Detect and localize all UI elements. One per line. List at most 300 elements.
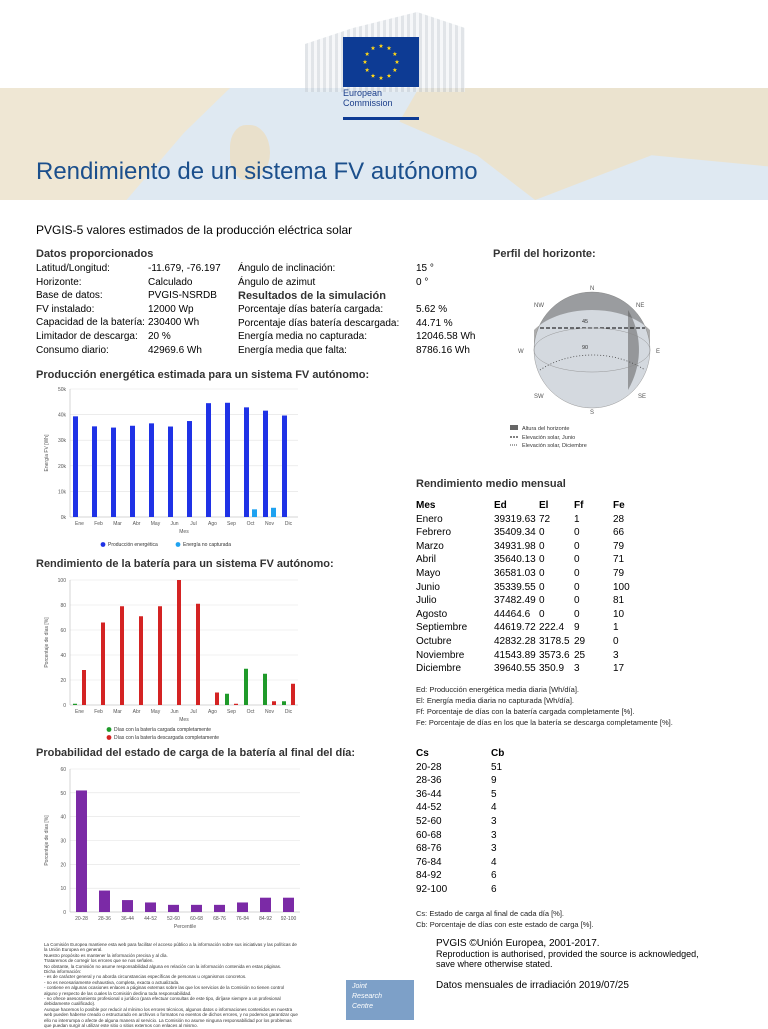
- charge-state-table: [416, 747, 531, 897]
- input-label: Capacidad de la batería:: [36, 317, 145, 329]
- bar-cb: [191, 905, 202, 912]
- note-ed: Ed: Producción energética media diaria [Wh/día].: [416, 685, 580, 694]
- disclaimer-line: - no ofrece asesoramiento profesional o jurídico (para efectuar consultas de este tipo, diríjase siempre a un profesional: [44, 996, 281, 1002]
- monthly-cell: 17: [613, 663, 625, 675]
- eu-star: [379, 44, 384, 48]
- bar-producción-energética: [168, 427, 173, 517]
- x-tick-label: Sep: [227, 709, 236, 715]
- result-label: Energía media no capturada:: [238, 331, 367, 343]
- x-tick-label: Sep: [227, 521, 236, 527]
- x-tick-label: Nov: [265, 709, 274, 715]
- disclaimer-line: - es de carácter general y no aborda circunstancias específicas de personas u organismos concretos.: [44, 974, 247, 980]
- x-tick-label: Ago: [208, 709, 217, 715]
- repro-line1: Reproduction is authorised, provided the source is acknowledged,: [436, 949, 699, 959]
- input-row: [36, 330, 221, 344]
- eu-star: [371, 73, 376, 77]
- y-tick-label: 80: [60, 603, 66, 609]
- result-value: 8786.16 Wh: [416, 344, 470, 356]
- monthly-row: [416, 635, 643, 649]
- page-title: Rendimiento de un sistema FV autónomo: [36, 158, 478, 185]
- result-row: [238, 303, 476, 317]
- y-tick-label: 50: [60, 790, 66, 797]
- monthly-cell: Enero: [416, 513, 443, 525]
- x-tick-label: 36-44: [121, 916, 134, 922]
- monthly-cell: 39640.55: [494, 663, 536, 675]
- inputs-heading: Datos proporcionados: [36, 248, 154, 260]
- y-tick-label: 100: [57, 578, 66, 584]
- bar-producción-energética: [149, 423, 154, 517]
- cs-cell: 92-100: [416, 883, 448, 895]
- copyright: PVGIS ©Unión Europea, 2001-2017.: [436, 938, 600, 949]
- bar-cb: [122, 900, 133, 912]
- cs-row: [416, 774, 531, 788]
- x-tick-label: Oct: [246, 521, 255, 527]
- x-tick-label: Jul: [190, 709, 197, 715]
- y-axis-label: Energía FV [Wh]: [44, 434, 50, 472]
- legend-label: Producción energética: [108, 542, 158, 548]
- result-value: 5.62 %: [416, 304, 448, 315]
- eu-star: [365, 52, 370, 56]
- horizon-heading: Perfil del horizonte:: [493, 248, 596, 260]
- disclaimer-line: No obstante, la Comisión no asume responsabilidad alguna en relación con la información contenida en estas páginas.: [44, 963, 282, 969]
- legend-swatch: [101, 542, 106, 547]
- monthly-cell: Noviembre: [416, 649, 465, 661]
- disclaimer-line: que puedan surgir al utilizar este sitio o sitios externos con enlaces al mismo.: [44, 1023, 198, 1029]
- monthly-cell: 36581.03: [494, 567, 536, 579]
- jrc-logo: [346, 980, 414, 1020]
- input-label: Base de datos:: [36, 290, 103, 302]
- x-tick-label: May: [150, 709, 161, 715]
- monthly-cell: Abril: [416, 554, 437, 566]
- monthly-cell: 35640.13: [494, 554, 536, 566]
- result-value: 44.71 %: [416, 317, 453, 329]
- angle-value: 0 °: [416, 276, 429, 288]
- monthly-cell: 0: [539, 527, 545, 539]
- bar-días-con-la-batería-cargada-completamente: [73, 704, 77, 705]
- y-tick-label: 30: [60, 838, 66, 845]
- bar-cb: [283, 898, 294, 912]
- input-value: 230400 Wh: [148, 317, 200, 329]
- x-tick-label: Dic: [284, 521, 293, 527]
- bar-días-con-la-batería-cargada-completamente: [244, 669, 248, 705]
- bar-producción-energética: [187, 421, 192, 517]
- energy-production-chart: [36, 383, 386, 553]
- monthly-cell: 1: [574, 513, 580, 525]
- disclaimer-line: web pueden haberse creado o estructurado en archivos o formatos no exentos de dichos errores, y no podemos garantizar que: [44, 1012, 298, 1018]
- legend-label: Días con la batería cargada completamente: [114, 727, 211, 733]
- bar-producción-energética: [225, 403, 230, 517]
- monthly-cell: 3573.6: [539, 649, 570, 661]
- disclaimer-line: Nuestro propósito es mantener la información precisa y al día.: [44, 952, 168, 958]
- footer-info: [436, 939, 699, 991]
- charge-state-chart: [36, 762, 386, 937]
- note-fe: Fe: Porcentaje de días en los que la batería se descarga completamente [%].: [416, 718, 673, 727]
- result-label: Energía media que falta:: [238, 344, 347, 356]
- x-tick-label: Oct: [246, 709, 255, 715]
- input-row: [36, 316, 221, 330]
- bar-cb: [145, 902, 156, 912]
- monthly-cell: 72: [539, 513, 551, 525]
- input-value: 42969.6 Wh: [148, 344, 202, 356]
- disclaimer-line: ello no interrumpa o afecte de alguna manera al servicio. La Comisión no asume ninguna responsabilidad por los problemas: [44, 1017, 292, 1023]
- x-tick-label: 84-92: [259, 916, 272, 922]
- monthly-cell: 3: [574, 663, 580, 675]
- monthly-cell: 100: [613, 581, 630, 593]
- note-el: El: Energía media diaria no capturada [Wh/día].: [416, 696, 575, 705]
- bar-días-con-la-batería-descargada-completamente: [215, 693, 219, 706]
- disclaimer-line: debidamente cualificado).: [44, 1001, 96, 1007]
- eu-star: [387, 46, 392, 50]
- x-tick-label: Jul: [190, 521, 197, 527]
- x-tick-label: Abr: [132, 709, 141, 715]
- cs-cell: 28-36: [416, 775, 442, 787]
- bar-producción-energética: [244, 407, 249, 517]
- ring-45: 45: [582, 319, 589, 325]
- compass-w: W: [518, 349, 524, 355]
- monthly-cell: 0: [539, 540, 545, 552]
- monthly-cell: 0: [574, 527, 580, 539]
- y-tick-label: 30k: [57, 438, 66, 445]
- y-tick-label: 0: [63, 910, 66, 916]
- input-row: [36, 289, 221, 303]
- cs-row: [416, 856, 531, 870]
- eu-star: [393, 52, 398, 56]
- cs-cell: 36-44: [416, 788, 442, 800]
- cs-cell: 76-84: [416, 856, 442, 868]
- monthly-cell: 28: [613, 513, 625, 525]
- bar-cb: [260, 898, 271, 912]
- monthly-row: [416, 540, 643, 554]
- x-tick-label: 60-68: [190, 916, 203, 922]
- result-row: [238, 330, 476, 344]
- y-tick-label: 40: [60, 653, 66, 659]
- cs-cell: 5: [491, 788, 497, 800]
- cs-cell: 52-60: [416, 815, 442, 827]
- bar-producción-energética: [111, 428, 116, 517]
- monthly-cell: 0: [539, 608, 545, 620]
- monthly-cell: 66: [613, 527, 625, 539]
- results-table: [238, 303, 476, 357]
- y-axis-label: Porcentaje de días [%]: [44, 815, 50, 866]
- x-tick-label: 20-28: [75, 916, 88, 922]
- monthly-cell: 0: [539, 554, 545, 566]
- jrc-line2: Research: [352, 993, 382, 1000]
- eu-star: [393, 68, 398, 72]
- logo-line2: Commission: [343, 98, 393, 108]
- monthly-cell: 44464.6: [494, 608, 531, 620]
- monthly-cell: Julio: [416, 595, 437, 607]
- monthly-cell: 29: [574, 635, 586, 647]
- compass-ne: NE: [636, 303, 645, 309]
- y-tick-label: 50k: [57, 387, 66, 393]
- disclaimer-line: La Comisión Europea mantiene esta web para facilitar el acceso público a la información sobre sus iniciativas y las políticas de: [44, 942, 297, 947]
- angle-value: 15 °: [416, 263, 434, 274]
- disclaimer-line: Trataremos de corregir los errores que se nos señalen.: [44, 958, 154, 964]
- x-tick-label: Jun: [170, 709, 179, 715]
- monthly-cell: 0: [574, 608, 580, 620]
- monthly-row: [416, 526, 643, 540]
- input-value: -11.679, -76.197: [148, 263, 221, 274]
- bar-cb: [214, 905, 225, 912]
- col-ff: Ff: [574, 500, 584, 511]
- repro-line2: save where otherwise stated.: [436, 959, 553, 969]
- y-tick-label: 20k: [57, 463, 66, 470]
- compass-n: N: [590, 286, 595, 292]
- legend-december: Elevación solar, Diciembre: [522, 443, 587, 449]
- input-row: [36, 276, 221, 290]
- col-ed: Ed: [494, 500, 507, 511]
- input-row: [36, 303, 221, 317]
- input-value: 20 %: [148, 330, 171, 342]
- x-tick-label: Ene: [75, 521, 84, 527]
- input-label: Limitador de descarga:: [36, 330, 138, 342]
- disclaimer: [44, 942, 340, 1029]
- monthly-cell: Septiembre: [416, 622, 468, 634]
- monthly-row: [416, 594, 643, 608]
- bar-producción-energética: [130, 426, 135, 517]
- eu-star: [387, 73, 392, 77]
- input-label: Latitud/Longitud:: [36, 263, 110, 274]
- bar-días-con-la-batería-descargada-completamente: [196, 604, 200, 705]
- bar-cb: [237, 902, 248, 912]
- bar-producción-energética: [73, 416, 78, 517]
- monthly-cell: 1: [613, 622, 619, 634]
- legend-swatch-horizon: [510, 425, 518, 430]
- cs-row: [416, 829, 531, 843]
- x-tick-label: 92-100: [280, 916, 297, 922]
- result-row: [238, 344, 476, 358]
- eu-star: [365, 68, 370, 72]
- cs-cell: 4: [491, 856, 497, 868]
- logo-line1: European: [343, 88, 383, 98]
- monthly-cell: Octubre: [416, 635, 452, 647]
- eu-star: [379, 76, 384, 80]
- result-value: 12046.58 Wh: [416, 331, 476, 343]
- input-row: [36, 262, 221, 276]
- legend-label: Energía no capturada: [183, 542, 232, 548]
- eu-star: [363, 60, 368, 64]
- angle-row: [238, 262, 434, 276]
- input-label: FV instalado:: [36, 303, 95, 315]
- col-mes: Mes: [416, 500, 436, 511]
- disclaimer-line: la Unión Europea en general.: [44, 947, 103, 953]
- cs-row: [416, 815, 531, 829]
- chart3-title: Probabilidad del estado de carga de la batería al final del día:: [36, 747, 356, 759]
- monthly-notes: [416, 684, 673, 728]
- cs-cell: 3: [491, 829, 497, 841]
- monthly-cell: 79: [613, 567, 625, 579]
- cs-cell: 44-52: [416, 802, 442, 814]
- compass-e: E: [656, 349, 661, 355]
- monthly-cell: 41543.89: [494, 649, 536, 661]
- compass-s: S: [590, 410, 595, 416]
- monthly-row: [416, 553, 643, 567]
- y-tick-label: 40: [60, 814, 66, 821]
- bar-días-con-la-batería-descargada-completamente: [120, 606, 124, 705]
- angle-row: [238, 276, 434, 290]
- monthly-cell: 350.9: [539, 663, 565, 675]
- bar-días-con-la-batería-descargada-completamente: [158, 606, 162, 705]
- bar-producción-energética: [92, 426, 97, 517]
- bar-días-con-la-batería-descargada-completamente: [272, 701, 276, 705]
- x-tick-label: Mar: [113, 709, 122, 715]
- cs-notes: [416, 908, 594, 930]
- y-tick-label: 10: [60, 886, 66, 893]
- legend-horizon: Altura del horizonte: [522, 426, 570, 432]
- x-tick-label: Mar: [113, 521, 122, 527]
- chart1-title: Producción energética estimada para un sistema FV autónomo:: [36, 369, 370, 381]
- bar-cb: [99, 891, 110, 912]
- bar-días-con-la-batería-descargada-completamente: [234, 704, 238, 705]
- legend-june: Elevación solar, Junio: [522, 435, 576, 441]
- monthly-cell: 0: [574, 595, 580, 607]
- monthly-row: [416, 621, 643, 635]
- eu-flag-logo: [343, 37, 419, 87]
- jrc-line1: Joint: [352, 983, 367, 990]
- x-tick-label: 52-60: [167, 916, 180, 922]
- x-tick-label: Nov: [265, 521, 274, 527]
- note-cb: Cb: Porcentaje de días con este estado de carga [%].: [416, 920, 594, 929]
- x-tick-label: 44-52: [144, 916, 157, 922]
- y-axis-label: Porcentaje de días [%]: [44, 617, 50, 668]
- x-tick-label: 76-84: [236, 916, 249, 922]
- input-value: PVGIS-NSRDB: [148, 290, 217, 302]
- bar-días-con-la-batería-cargada-completamente: [263, 674, 267, 705]
- angle-label: Ángulo de azimut: [238, 276, 316, 288]
- y-tick-label: 20: [60, 678, 66, 684]
- monthly-cell: 9: [574, 622, 580, 634]
- monthly-cell: 79: [613, 540, 625, 552]
- legend-label: Días con la batería descargada completamente: [114, 735, 220, 741]
- results-heading: Resultados de la simulación: [238, 290, 386, 302]
- x-axis-label: Percentile: [173, 924, 197, 930]
- bar-días-con-la-batería-descargada-completamente: [82, 670, 86, 705]
- bar-producción-energética: [282, 416, 287, 517]
- note-ff: Ff: Porcentaje de días con la batería cargada completamente [%].: [416, 707, 635, 716]
- irradiation-date: Datos mensuales de irradiación 2019/07/25: [436, 980, 629, 991]
- monthly-cell: 37482.49: [494, 595, 536, 607]
- cs-row: [416, 869, 531, 883]
- input-value: Calculado: [148, 276, 193, 288]
- monthly-cell: Marzo: [416, 540, 444, 552]
- legend-swatch: [107, 735, 112, 740]
- disclaimer-line: Dicha información:: [44, 969, 82, 975]
- bar-días-con-la-batería-descargada-completamente: [101, 623, 105, 706]
- eu-star: [395, 60, 400, 64]
- cs-cell: 51: [491, 761, 503, 773]
- monthly-heading: Rendimiento medio mensual: [416, 478, 566, 490]
- monthly-cell: 0: [574, 554, 580, 566]
- monthly-cell: 0: [539, 567, 545, 579]
- monthly-cell: Diciembre: [416, 663, 462, 675]
- note-cs: Cs: Estado de carga al final de cada día [%].: [416, 909, 565, 918]
- cs-row: [416, 842, 531, 856]
- input-label: Consumo diario:: [36, 344, 109, 356]
- bar-días-con-la-batería-descargada-completamente: [291, 684, 295, 705]
- input-row: [36, 344, 221, 358]
- x-tick-label: Abr: [132, 521, 141, 527]
- monthly-cell: 25: [574, 649, 586, 661]
- cs-row: [416, 788, 531, 802]
- cs-row: [416, 801, 531, 815]
- cs-cell: 6: [491, 883, 497, 895]
- y-tick-label: 40k: [57, 412, 66, 419]
- compass-nw: NW: [534, 303, 544, 309]
- angles-table: [238, 262, 434, 289]
- bar-energía-no-capturada: [252, 509, 257, 517]
- x-axis-label: Mes: [179, 717, 189, 723]
- angle-label: Ángulo de inclinación:: [238, 263, 336, 274]
- monthly-cell: 71: [613, 554, 625, 566]
- compass-sw: SW: [534, 394, 544, 400]
- x-tick-label: 28-36: [98, 916, 111, 922]
- monthly-cell: 0: [539, 595, 545, 607]
- monthly-cell: 0: [574, 567, 580, 579]
- horizon-profile-chart: [510, 280, 670, 450]
- bar-cb: [76, 790, 87, 912]
- bar-días-con-la-batería-cargada-completamente: [282, 701, 286, 705]
- cs-row: [416, 883, 531, 897]
- y-tick-label: 10k: [57, 489, 66, 496]
- y-tick-label: 60: [60, 628, 66, 634]
- result-label: Porcentaje días batería descargada:: [238, 317, 400, 329]
- monthly-cell: 35339.55: [494, 581, 536, 593]
- input-label: Horizonte:: [36, 276, 82, 288]
- monthly-row: [416, 567, 643, 581]
- x-tick-label: Feb: [94, 709, 103, 715]
- monthly-row: [416, 649, 643, 663]
- bar-días-con-la-batería-cargada-completamente: [225, 694, 229, 705]
- col-fe: Fe: [613, 500, 625, 511]
- european-commission-logo-text: [343, 88, 419, 108]
- x-axis-label: Mes: [179, 529, 189, 535]
- bar-días-con-la-batería-descargada-completamente: [177, 580, 181, 705]
- monthly-cell: 35409.34: [494, 527, 536, 539]
- monthly-cell: 0: [539, 581, 545, 593]
- battery-performance-chart: [36, 572, 386, 747]
- monthly-cell: 0: [574, 581, 580, 593]
- eu-star: [371, 46, 376, 50]
- y-tick-label: 0k: [60, 515, 66, 521]
- subtitle: PVGIS-5 valores estimados de la producción eléctrica solar: [36, 223, 353, 237]
- monthly-cell: 3: [613, 649, 619, 661]
- monthly-cell: 39319.63: [494, 513, 536, 525]
- monthly-cell: Mayo: [416, 567, 441, 579]
- legend-swatch: [107, 727, 112, 732]
- monthly-row: [416, 513, 643, 527]
- cs-cell: 68-76: [416, 843, 442, 855]
- monthly-cell: 10: [613, 608, 625, 620]
- ring-90: 90: [582, 345, 589, 351]
- x-tick-label: May: [150, 521, 161, 527]
- monthly-cell: 44619.72: [494, 622, 536, 634]
- bar-producción-energética: [206, 403, 211, 517]
- monthly-table: [416, 499, 643, 676]
- monthly-row: [416, 581, 643, 595]
- disclaimer-line: - no es necesariamente exhaustiva, completa, exacta o actualizada.: [44, 979, 180, 985]
- col-el: El: [539, 500, 549, 511]
- x-tick-label: Ene: [75, 709, 84, 715]
- cs-cell: 84-92: [416, 870, 442, 882]
- monthly-cell: Junio: [416, 581, 440, 593]
- cs-cell: 20-28: [416, 761, 442, 773]
- cs-cell: 60-68: [416, 829, 442, 841]
- bar-cb: [168, 905, 179, 912]
- cs-cell: 3: [491, 815, 497, 827]
- cs-cell: 6: [491, 870, 497, 882]
- disclaimer-line: alguno y respecto de las cuales la Comisión declina toda responsabilidad.: [44, 990, 192, 996]
- monthly-cell: 3178.5: [539, 635, 570, 647]
